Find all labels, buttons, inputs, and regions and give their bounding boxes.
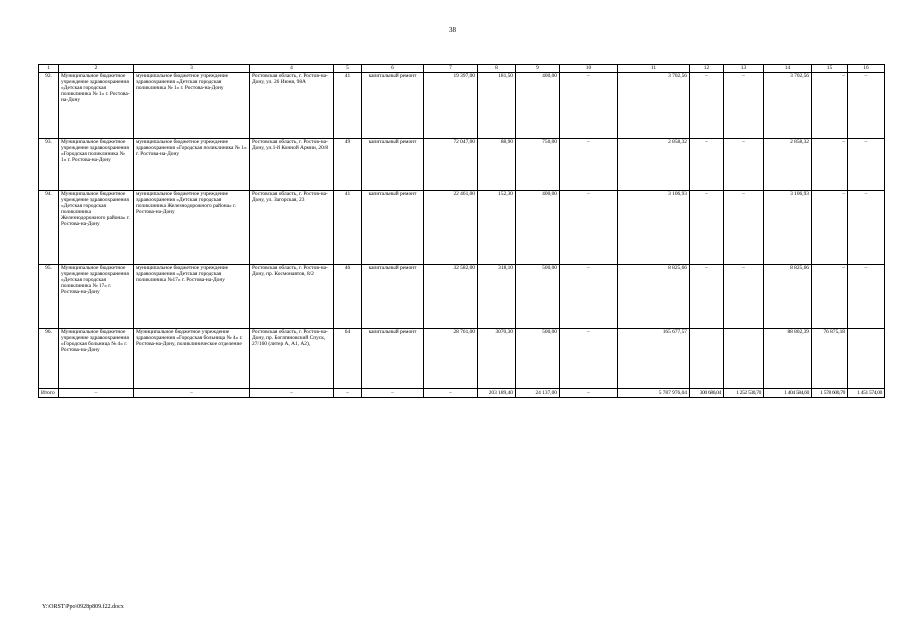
column-header: 9 [516, 65, 560, 73]
table-row [39, 265, 885, 329]
table-cell: 152,30 [478, 191, 516, 265]
table-cell: – [560, 73, 618, 139]
column-header: 16 [848, 65, 885, 73]
table-cell: – [560, 329, 618, 389]
table-cell: – [848, 265, 885, 329]
table-cell: муниципальное бюджетное учреждение здравоохранения «Детская городская поликлиника Железнодорожного района» г. Ростова-на-Дону [134, 191, 250, 265]
table-cell: 32 582,00 [424, 265, 478, 329]
column-header: 10 [560, 65, 618, 73]
total-cell: – [134, 389, 250, 398]
header-row [39, 65, 885, 73]
table-cell: – [724, 139, 764, 191]
table-cell: 88 802,39 [764, 329, 812, 389]
column-header: 14 [764, 65, 812, 73]
total-cell: Итого [39, 389, 59, 398]
table-cell: 400,00 [516, 191, 560, 265]
table-cell [848, 329, 885, 389]
table-cell: капитальный ремонт [362, 191, 424, 265]
column-header: 15 [812, 65, 848, 73]
table-cell: 64 [334, 329, 362, 389]
table-cell: 165 677,57 [618, 329, 690, 389]
total-cell: 1 578 600,70 [812, 389, 848, 398]
table-cell: – [812, 73, 848, 139]
table-cell: 46 [334, 265, 362, 329]
total-cell: 5 787 976,04 [618, 389, 690, 398]
table-row [39, 73, 885, 139]
table-cell: Муниципальное бюджетное учреждение здравоохранения «Городская поликлиника № 1» г. Ростова-на-Дону [59, 139, 134, 191]
table-cell: – [848, 139, 885, 191]
table-cell: капитальный ремонт [362, 329, 424, 389]
table-cell: 88,90 [478, 139, 516, 191]
table-cell: – [560, 265, 618, 329]
total-cell: 203 189,40 [478, 389, 516, 398]
table-cell: 95. [39, 265, 59, 329]
total-cell: – [424, 389, 478, 398]
table-cell: 19 397,00 [424, 73, 478, 139]
table-cell: 3 702,56 [764, 73, 812, 139]
table-cell: 3 106,93 [764, 191, 812, 265]
table-cell: муниципальное бюджетное учреждение здравоохранения «Городская поликлиника № 1» г. Ростова-на-Дону [134, 139, 250, 191]
table-cell: 92. [39, 73, 59, 139]
table-cell: капитальный ремонт [362, 265, 424, 329]
data-table [38, 64, 885, 398]
total-cell: 1 252 530,70 [724, 389, 764, 398]
total-cell: – [250, 389, 334, 398]
table-cell: 8 825,66 [764, 265, 812, 329]
table-cell: 94. [39, 191, 59, 265]
column-header: 5 [334, 65, 362, 73]
table-cell: 400,00 [516, 73, 560, 139]
table-cell: 500,00 [516, 329, 560, 389]
column-header: 7 [424, 65, 478, 73]
table-cell: Ростовская область, г. Ростов-на-Дону, ул. Загорская, 23 [250, 191, 334, 265]
table-cell: – [560, 191, 618, 265]
total-row [39, 389, 885, 398]
column-header: 8 [478, 65, 516, 73]
table-cell: Муниципальное бюджетное учреждение здравоохранения «Детская городская поликлиника Железнодорожного района» г. Ростова-на-Дону [59, 191, 134, 265]
table-cell: 41 [334, 73, 362, 139]
table-cell: 3 702,56 [618, 73, 690, 139]
column-header: 13 [724, 65, 764, 73]
table-cell: Муниципальное бюджетное учреждение здравоохранения «Детская городская поликлиника № 1» г. Ростова-на-Дону [59, 73, 134, 139]
table-cell: 3070,30 [478, 329, 516, 389]
column-header: 3 [134, 65, 250, 73]
table-cell: 49 [334, 139, 362, 191]
table-cell: – [848, 73, 885, 139]
table-cell: Ростовская область, г. Ростов-на-Дону, пр. Богатяновский Спуск, 27/160 (литер А, А1, А2), [250, 329, 334, 389]
column-header: 6 [362, 65, 424, 73]
table-cell: Муниципальное бюджетное учреждение здравоохранения «Городская больница № 4» г. Ростова-на-Дону, поликлиническое отделение [134, 329, 250, 389]
column-header: 1 [39, 65, 59, 73]
total-cell: 24 137,00 [516, 389, 560, 398]
table-cell: Муниципальное бюджетное учреждение здравоохранения «Детская городская поликлиника № 17» г. Ростова-на-Дону [59, 265, 134, 329]
table-cell: – [690, 73, 724, 139]
total-cell: 300 686,04 [690, 389, 724, 398]
total-cell: 1 404 584,60 [764, 389, 812, 398]
table-cell: 22 461,00 [424, 191, 478, 265]
table-row [39, 139, 885, 191]
table-cell: – [812, 191, 848, 265]
table-cell: 93. [39, 139, 59, 191]
table-cell: 76 875,18 [812, 329, 848, 389]
table-cell: 318,10 [478, 265, 516, 329]
table-cell: 8 825,66 [618, 265, 690, 329]
table-cell: муниципальное бюджетное учреждение здравоохранения «Детская городская поликлиника №17» г. Ростова-на-Дону [134, 265, 250, 329]
total-cell: 1 451 574,00 [848, 389, 885, 398]
table-cell: 3 106,93 [618, 191, 690, 265]
table-row [39, 329, 885, 389]
table-cell: – [724, 191, 764, 265]
column-header: 4 [250, 65, 334, 73]
total-cell: – [334, 389, 362, 398]
total-cell: – [362, 389, 424, 398]
page-number: 38 [449, 26, 456, 34]
table-cell: капитальный ремонт [362, 73, 424, 139]
table-cell: Ростовская область, г. Ростов-на-Дону, пр. Космонавтов, 8/2 [250, 265, 334, 329]
table-cell: – [812, 265, 848, 329]
table-cell [690, 329, 724, 389]
table-cell: 500,00 [516, 265, 560, 329]
table-cell: – [812, 139, 848, 191]
table-cell: Ростовская область, г. Ростов-на-Дону, ул.1-й Конной Армии, 20/8 [250, 139, 334, 191]
table-cell: 2 858,32 [618, 139, 690, 191]
table-cell: – [724, 265, 764, 329]
total-cell: – [560, 389, 618, 398]
file-path-footer: Y:\ORST\Ppo\0928p809.f22.docx [42, 604, 124, 610]
table-cell: 96. [39, 329, 59, 389]
table-cell: Муниципальное бюджетное учреждение здравоохранения «Городская больница № 4» г. Ростова-на-Дону [59, 329, 134, 389]
column-header: 12 [690, 65, 724, 73]
column-header: 11 [618, 65, 690, 73]
table-cell: – [560, 139, 618, 191]
table-cell: – [690, 139, 724, 191]
table-cell: 750,00 [516, 139, 560, 191]
table-cell: – [690, 191, 724, 265]
table-cell: 41 [334, 191, 362, 265]
table-cell: капитальный ремонт [362, 139, 424, 191]
column-header: 2 [59, 65, 134, 73]
table-cell: Ростовская область, г. Ростов-на-Дону, ул. 26 Июня, 98А [250, 73, 334, 139]
table-cell: 28 761,00 [424, 329, 478, 389]
table-cell: 181,50 [478, 73, 516, 139]
table-row [39, 191, 885, 265]
table-cell: – [724, 73, 764, 139]
table-cell [724, 329, 764, 389]
table-cell: муниципальное бюджетное учреждение здравоохранения «Детская городская поликлиника № 1» г. Ростова-на-Дону [134, 73, 250, 139]
table-cell: – [848, 191, 885, 265]
table-cell: – [690, 265, 724, 329]
total-cell: – [59, 389, 134, 398]
table-cell: 72 047,00 [424, 139, 478, 191]
table-cell: 2 858,32 [764, 139, 812, 191]
